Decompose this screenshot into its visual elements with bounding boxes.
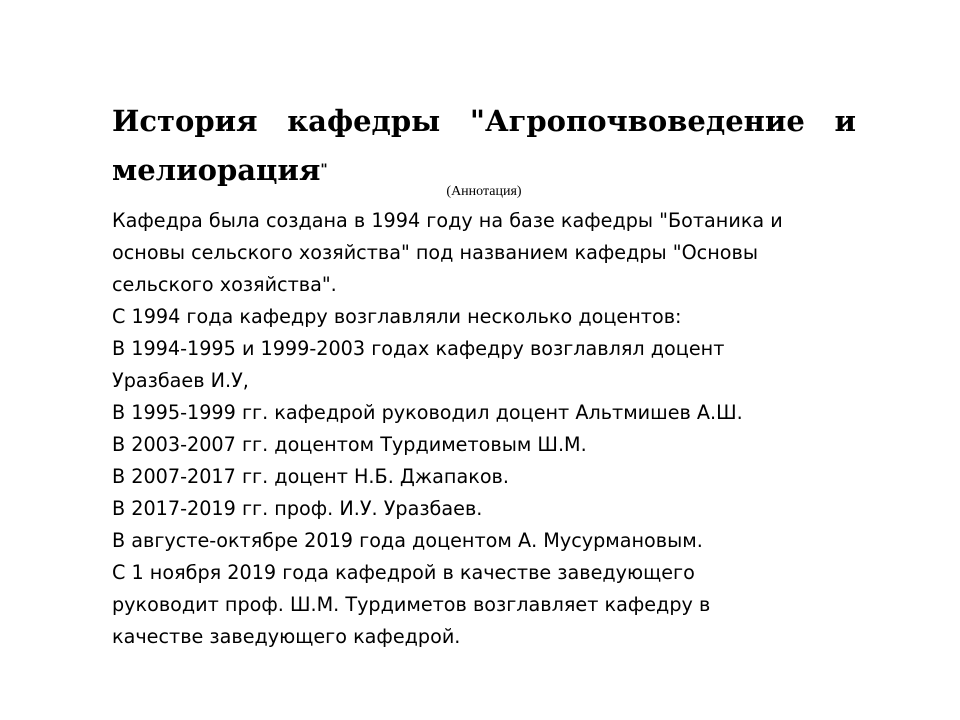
page-title <box>112 97 856 195</box>
body-line: В августе-октябре 2019 года доцентом А. Мусурмановым. <box>112 529 703 552</box>
body-line: сельского хозяйства". <box>112 273 337 296</box>
title-closing-quote: " <box>320 162 328 178</box>
body-line: В 1994-1995 и 1999-2003 годах кафедру возглавлял доцент <box>112 337 725 360</box>
body-line: Уразбаев И.У, <box>112 369 249 392</box>
body-line: С 1 ноября 2019 года кафедрой в качестве заведующего <box>112 561 695 584</box>
body-line: качестве заведующего кафедрой. <box>112 625 461 648</box>
title-text: История кафедры "Агропочвоведение и мелиорация <box>112 104 856 187</box>
body-line: В 2003-2007 гг. доцентом Турдиметовым Ш.М. <box>112 433 587 456</box>
body-line: С 1994 года кафедру возглавляли несколько доцентов: <box>112 305 682 328</box>
body-line: В 2017-2019 гг. проф. И.У. Уразбаев. <box>112 497 483 520</box>
body-text <box>112 205 872 653</box>
body-line: руководит проф. Ш.М. Турдиметов возглавляет кафедру в <box>112 593 711 616</box>
annotation-label: (Аннотация) <box>446 184 522 199</box>
body-line: В 1995-1999 гг. кафедрой руководил доцент Альтмишев А.Ш. <box>112 401 743 424</box>
body-line: В 2007-2017 гг. доцент Н.Б. Джапаков. <box>112 465 509 488</box>
body-line: основы сельского хозяйства" под названием кафедры "Основы <box>112 241 758 264</box>
body-line: Кафедра была создана в 1994 году на базе кафедры "Ботаника и <box>112 209 783 232</box>
